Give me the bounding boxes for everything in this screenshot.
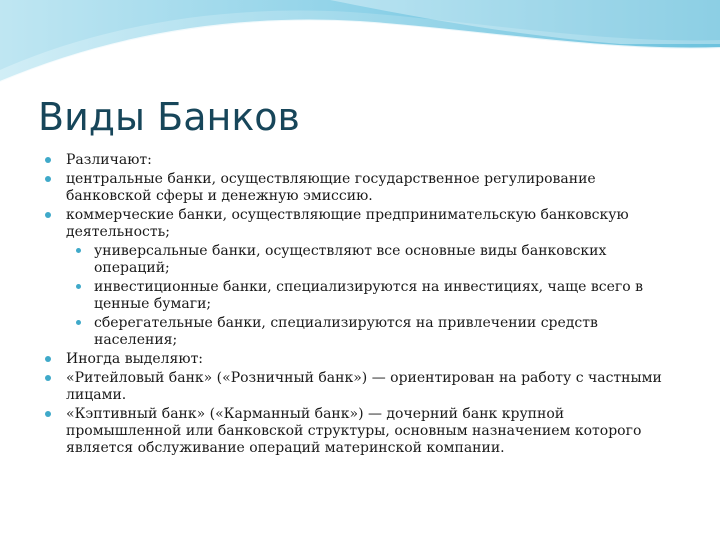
bullet-dot-icon [45, 157, 51, 163]
bullet-item [42, 351, 672, 368]
bullet-dot-icon [45, 411, 51, 417]
bullet-text: центральные банки, осуществляющие государственное регулирование банковской сферы и денежную эмиссию. [66, 171, 596, 204]
sub-bullet-item [42, 279, 672, 313]
bullet-list [42, 152, 672, 457]
bullet-dot-icon [45, 176, 51, 182]
bullet-dot-icon [76, 248, 81, 253]
bullet-dot-icon [76, 284, 81, 289]
bullet-dot-icon [45, 375, 51, 381]
bullet-text: «Кэптивный банк» («Карманный банк») — дочерний банк крупной промышленной или банковской структуры, основным назначением которого является обслуживание операций материнской компании. [66, 406, 642, 456]
bullet-item [42, 370, 672, 404]
bullet-text: коммерческие банки, осуществляющие предпринимательскую банковскую деятельность; [66, 207, 629, 240]
bullet-item [42, 171, 672, 205]
slide-title: Виды Банков [38, 95, 300, 139]
bullet-dot-icon [45, 212, 51, 218]
bullet-item [42, 152, 672, 169]
sub-bullet-item [42, 315, 672, 349]
bullet-text: инвестиционные банки, специализируются на инвестициях, чаще всего в ценные бумаги; [94, 279, 644, 312]
bullet-list-container [42, 152, 672, 459]
bullet-text: Иногда выделяют: [66, 351, 204, 367]
bullet-item [42, 406, 672, 457]
bullet-text: Различают: [66, 152, 152, 168]
bullet-text: сберегательные банки, специализируются на привлечении средств населения; [94, 315, 598, 348]
sub-bullet-item [42, 243, 672, 277]
bullet-item [42, 207, 672, 241]
bullet-dot-icon [76, 320, 81, 325]
bullet-text: «Ритейловый банк» («Розничный банк») — ориентирован на работу с частными лицами. [66, 370, 662, 403]
bullet-text: универсальные банки, осуществляют все основные виды банковских операций; [94, 243, 607, 276]
bullet-dot-icon [45, 356, 51, 362]
